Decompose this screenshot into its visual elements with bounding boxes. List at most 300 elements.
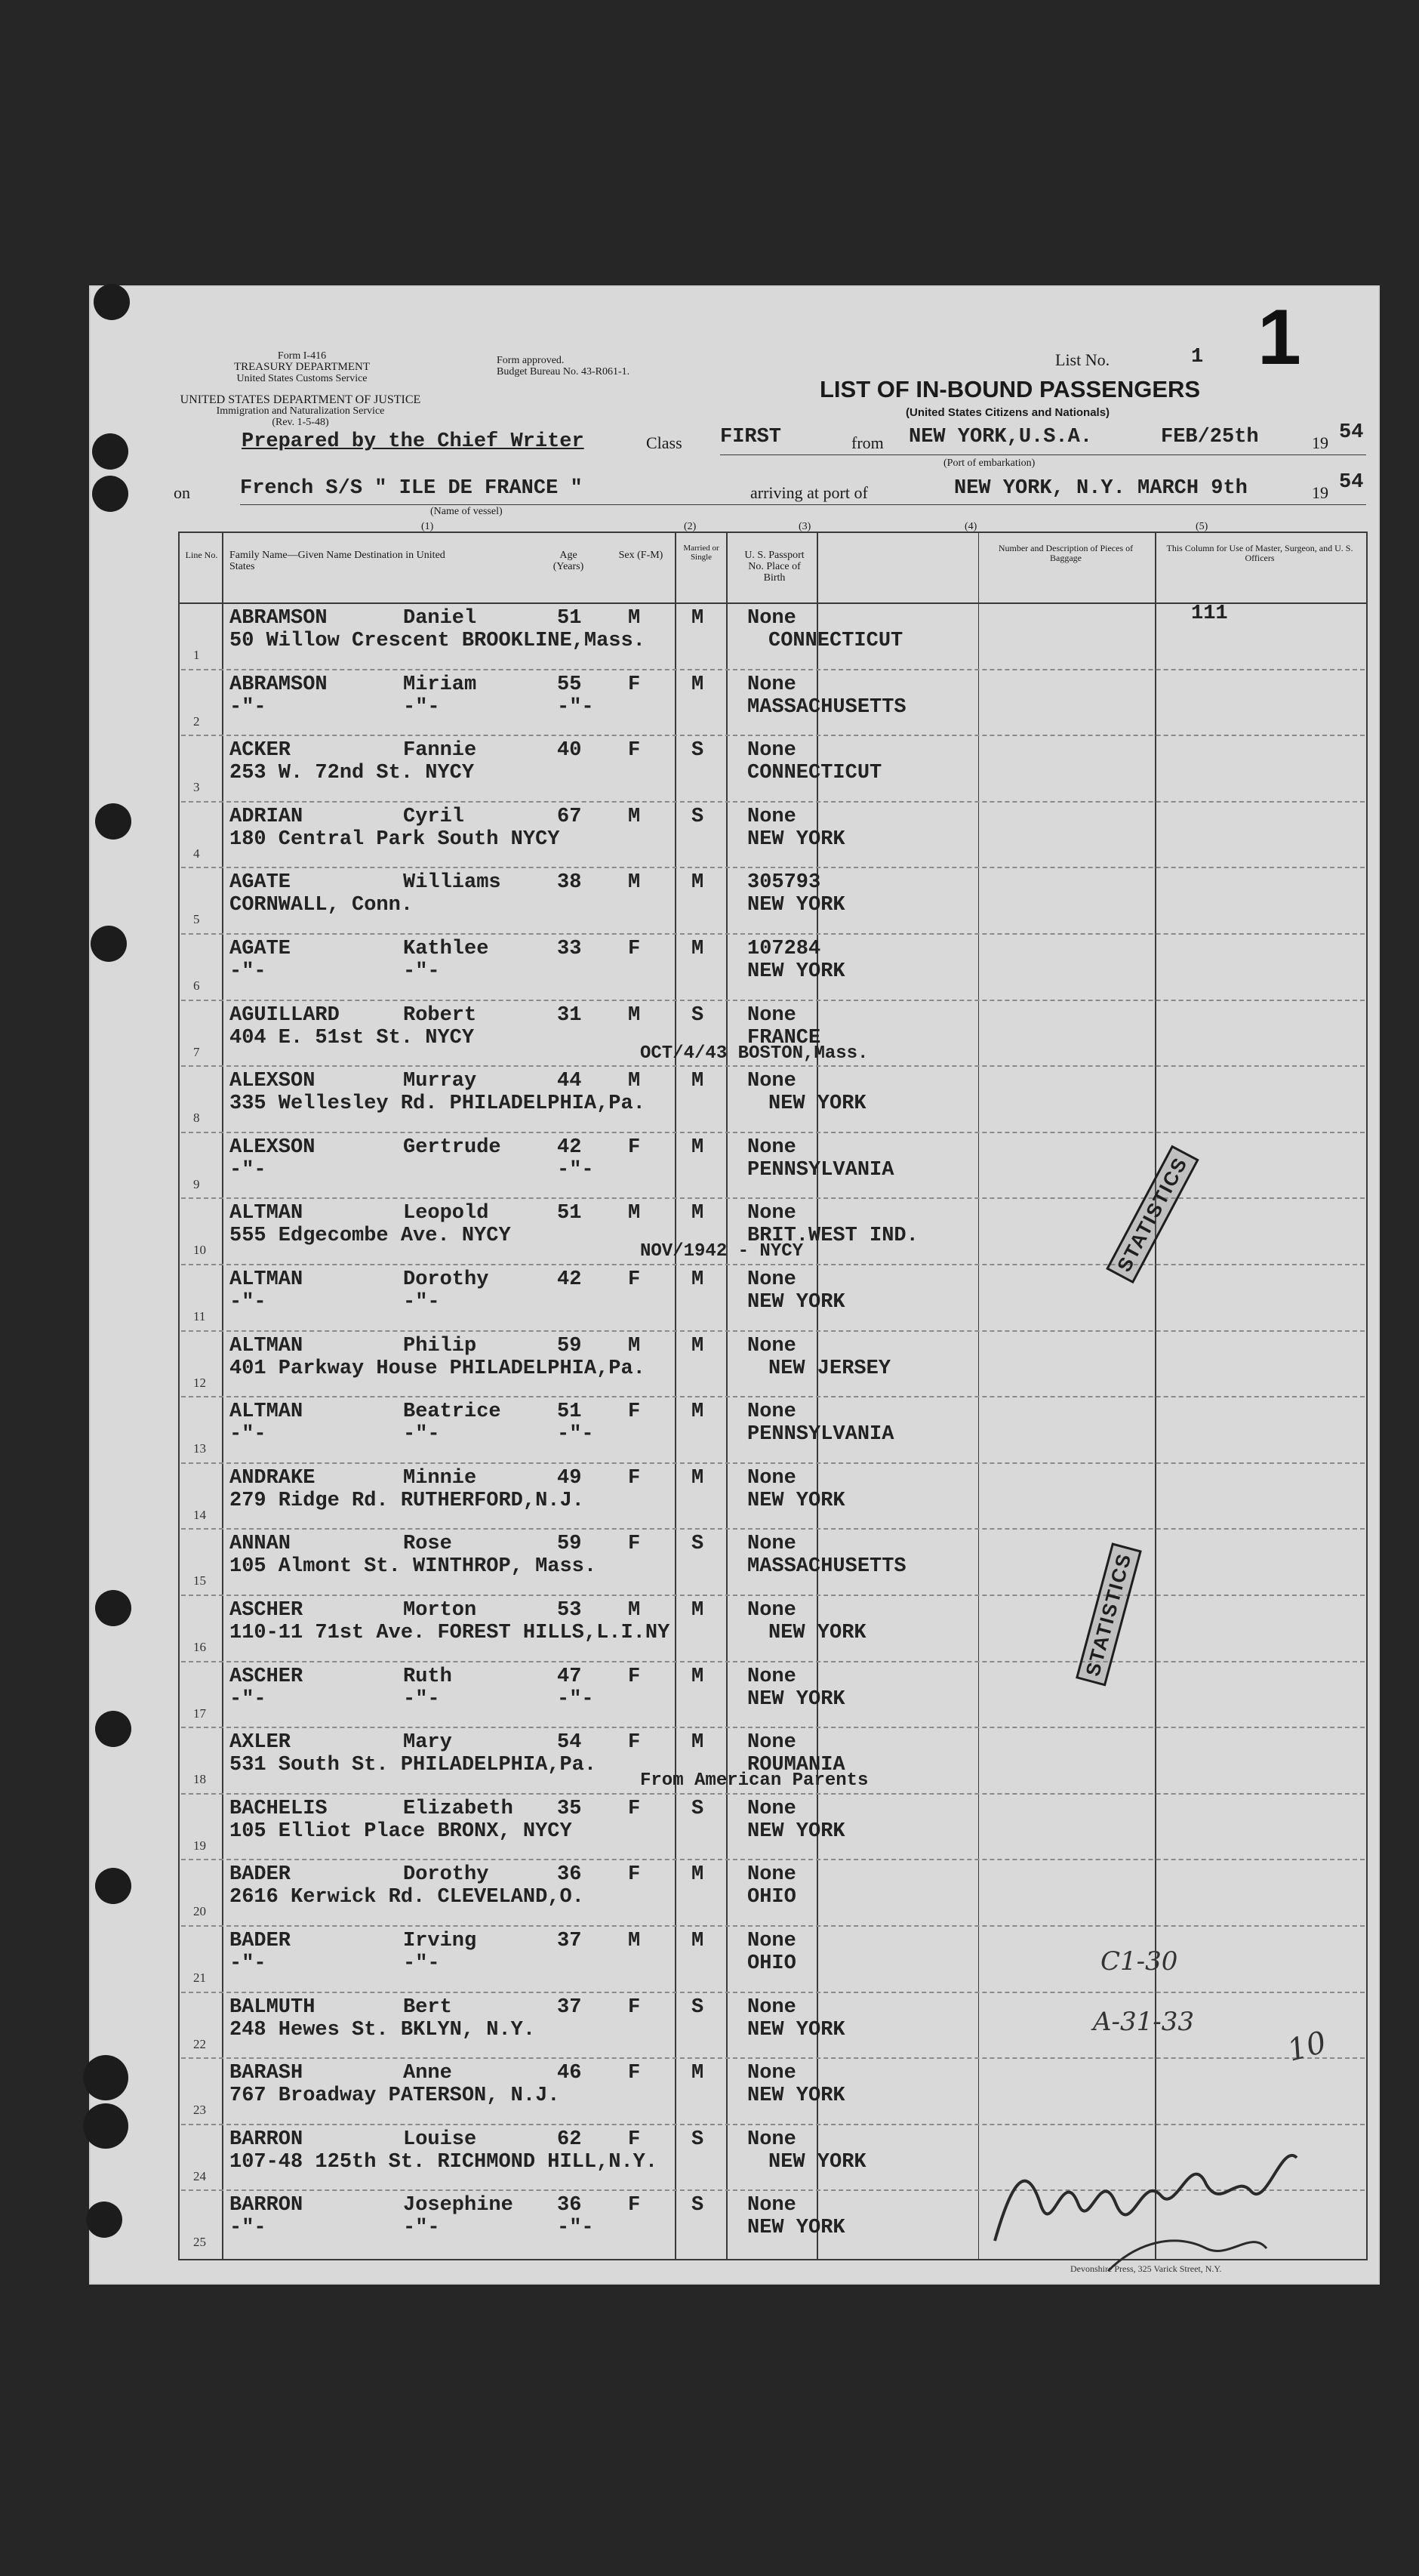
sex: F: [628, 1863, 641, 1887]
table-row: [180, 1330, 1366, 1397]
place-of-birth: CONNECTICUT: [747, 762, 882, 785]
passport-no: None: [747, 1003, 796, 1027]
given-name: Williams: [403, 871, 501, 895]
given-name: Cyril: [403, 805, 465, 828]
statistics-stamp: STATISTICS: [1076, 1542, 1142, 1686]
sex: F: [628, 2194, 641, 2217]
place-of-birth: FRANCE: [747, 1026, 821, 1049]
sex: M: [628, 871, 641, 895]
age: 31: [557, 1003, 582, 1027]
row-divider: [181, 1595, 1365, 1596]
manifest-sheet: [89, 285, 1380, 2285]
sheet-number: 1: [1257, 294, 1301, 381]
row-divider: [181, 1661, 1365, 1662]
age: 51: [557, 1400, 582, 1424]
port-of-embarkation: NEW YORK,U.S.A.: [909, 426, 1093, 448]
given-name: Gertrude: [403, 1135, 501, 1159]
table-row: [180, 1595, 1366, 1661]
destination: 105 Almont St. WINTHROP, Mass.: [229, 1555, 597, 1579]
destination: 404 E. 51st St. NYCY: [229, 1026, 475, 1049]
row-divider: [181, 1132, 1365, 1133]
ins-name: Immigration and Naturalization Service: [216, 405, 385, 417]
given-name-ditto: -"-: [403, 2217, 440, 2240]
row-divider: [181, 1727, 1365, 1728]
given-name: Josephine: [403, 2194, 513, 2217]
destination: -"-: [229, 695, 266, 719]
destination: CORNWALL, Conn.: [229, 894, 414, 917]
row-divider: [181, 867, 1365, 868]
marital-status: M: [691, 1665, 704, 1688]
destination: 50 Willow Crescent BROOKLINE,Mass.: [229, 630, 645, 652]
sex: F: [628, 2128, 641, 2151]
table-row: [180, 1396, 1366, 1462]
marital-status: S: [691, 805, 704, 828]
statistics-stamp: STATISTICS: [1106, 1145, 1199, 1283]
marital-status: M: [691, 1135, 704, 1159]
destination: 2616 Kerwick Rd. CLEVELAND,O.: [229, 1886, 584, 1909]
age: 36: [557, 1863, 582, 1887]
table-row: [180, 1462, 1366, 1529]
family-name: ANDRAKE: [229, 1466, 316, 1490]
line-number: 3: [193, 780, 200, 795]
given-name-ditto: -"-: [403, 1291, 440, 1314]
age: 54: [557, 1731, 582, 1755]
passport-no: None: [747, 1135, 796, 1159]
row-divider: [181, 1528, 1365, 1530]
row-divider: [181, 1462, 1365, 1464]
age: 40: [557, 739, 582, 763]
line-number: 17: [193, 1706, 206, 1721]
family-name: ADRIAN: [229, 805, 303, 828]
given-name: Elizabeth: [403, 1797, 513, 1820]
given-name: Minnie: [403, 1466, 477, 1490]
given-name-ditto: -"-: [403, 1423, 440, 1447]
given-name: Morton: [403, 1599, 477, 1622]
table-row: [180, 1793, 1366, 1860]
given-name: Daniel: [403, 607, 477, 630]
line-number: 13: [193, 1441, 206, 1456]
naturalization-note: OCT/4/43 BOSTON,Mass.: [640, 1043, 869, 1064]
line-number: 25: [193, 2235, 206, 2250]
row-divider: [181, 669, 1365, 670]
family-name: BACHELIS: [229, 1797, 328, 1820]
given-name: Bert: [403, 1995, 452, 2019]
approved-text: Form approved.: [497, 355, 565, 366]
age: 37: [557, 1995, 582, 2019]
row-divider: [181, 1197, 1365, 1199]
hdr-married: Married or Single: [683, 544, 719, 562]
punch-hole: [92, 433, 128, 470]
passport-no: None: [747, 1466, 796, 1490]
sex: M: [628, 1599, 641, 1622]
table-row: [180, 867, 1366, 933]
marital-status: S: [691, 739, 704, 763]
doj-name: UNITED STATES DEPARTMENT OF JUSTICE: [180, 393, 421, 406]
manifest-table: [178, 532, 1368, 2260]
line-number: 5: [193, 912, 200, 927]
line-number: 7: [193, 1044, 200, 1059]
place-of-birth: NEW YORK: [747, 1820, 845, 1843]
passport-no: None: [747, 1070, 796, 1093]
sex: M: [628, 1930, 641, 1952]
table-row: [180, 933, 1366, 1000]
age: 46: [557, 2062, 582, 2085]
age: 42: [557, 1135, 582, 1159]
sex: F: [628, 673, 641, 696]
place-of-birth: CONNECTICUT: [768, 630, 903, 652]
given-name: Louise: [403, 2128, 477, 2151]
line-number: 14: [193, 1507, 206, 1522]
marital-status: M: [691, 1334, 704, 1357]
treasury-dept: TREASURY DEPARTMENT: [233, 361, 371, 373]
row-divider: [181, 1992, 1365, 1993]
destination: 401 Parkway House PHILADELPHIA,Pa.: [229, 1357, 645, 1380]
document-title: LIST OF IN-BOUND PASSENGERS: [820, 376, 1201, 402]
given-name-ditto: -"-: [403, 1952, 440, 1975]
family-name: BADER: [229, 1930, 291, 1952]
table-row: [180, 1727, 1366, 1793]
rule: [240, 504, 1366, 505]
passport-no: None: [747, 1797, 796, 1820]
age-ditto: -"-: [557, 2217, 594, 2240]
given-name: Mary: [403, 1731, 452, 1755]
sex: M: [628, 607, 641, 630]
marital-status: S: [691, 1797, 704, 1820]
row-divider: [181, 1264, 1365, 1265]
age: 36: [557, 2194, 582, 2217]
family-name: ALTMAN: [229, 1334, 303, 1357]
family-name: AGATE: [229, 938, 291, 960]
family-name: ACKER: [229, 739, 291, 763]
sex: F: [628, 1995, 641, 2019]
passport-no: None: [747, 1930, 796, 1952]
passport-no: None: [747, 1334, 796, 1357]
passport-no: None: [747, 1863, 796, 1887]
table-row: [180, 1264, 1366, 1330]
marital-status: M: [691, 1863, 704, 1887]
age: 51: [557, 1202, 582, 1225]
age: 51: [557, 607, 582, 630]
family-name: BARASH: [229, 2062, 303, 2085]
age: 59: [557, 1533, 582, 1556]
destination: -"-: [229, 1952, 266, 1975]
table-row: [180, 735, 1366, 801]
given-name-ditto: -"-: [403, 1687, 440, 1711]
marital-status: M: [691, 673, 704, 696]
line-number: 19: [193, 1838, 206, 1853]
punch-hole: [91, 926, 127, 962]
family-name: AGATE: [229, 871, 291, 895]
punch-hole: [95, 1868, 131, 1904]
destination: -"-: [229, 1423, 266, 1447]
marital-status: M: [691, 2062, 704, 2085]
given-name: Fannie: [403, 739, 477, 763]
line-number: 15: [193, 1573, 206, 1588]
year-suffix: 54: [1339, 421, 1364, 444]
destination: 555 Edgecombe Ave. NYCY: [229, 1225, 511, 1248]
line-number: 12: [193, 1375, 206, 1390]
given-name: Rose: [403, 1533, 452, 1556]
hdr-passport: U. S. Passport No. Place of Birth: [744, 550, 805, 584]
line-number: 23: [193, 2103, 206, 2118]
rule: [720, 454, 1366, 455]
sex: F: [628, 1665, 641, 1688]
doj-header: [180, 394, 421, 428]
age: 33: [557, 938, 582, 960]
hdr-age: Age (Years): [553, 550, 584, 572]
list-no-label: List No.: [1055, 350, 1110, 369]
age: 47: [557, 1665, 582, 1688]
col-num-4: (4): [965, 521, 977, 532]
destination: -"-: [229, 2217, 266, 2240]
given-name: Philip: [403, 1334, 477, 1357]
sex: F: [628, 2062, 641, 2085]
given-name: Robert: [403, 1003, 477, 1027]
row-divider: [181, 1859, 1365, 1860]
passport-no: None: [747, 1202, 796, 1225]
year-suffix-2: 54: [1339, 471, 1364, 494]
sex: F: [628, 1533, 641, 1556]
sex: F: [628, 1466, 641, 1490]
age-ditto: -"-: [557, 695, 594, 719]
place-of-birth: NEW YORK: [747, 1489, 845, 1512]
table-row: [180, 1197, 1366, 1264]
row-divider: [181, 1330, 1365, 1332]
class-value: FIRST: [720, 426, 782, 448]
family-name: ALTMAN: [229, 1400, 303, 1424]
family-name: ABRAMSON: [229, 673, 328, 696]
hdr-line-no: Line No.: [185, 550, 218, 560]
embarkation-date: FEB/25th: [1161, 426, 1259, 448]
table-row: [180, 1859, 1366, 1925]
punch-hole: [95, 1590, 131, 1626]
col-num-1: (1): [421, 521, 434, 532]
sex: F: [628, 1797, 641, 1820]
table-row: [180, 1528, 1366, 1595]
hdr-baggage: Number and Description of Pieces of Baggage: [998, 543, 1134, 563]
on-label: on: [174, 483, 190, 502]
row-divider: [181, 1000, 1365, 1001]
arriving-label: arriving at port of: [750, 483, 868, 502]
line-number: 8: [193, 1111, 200, 1126]
age: 49: [557, 1466, 582, 1490]
sex: M: [628, 805, 641, 828]
passport-no: None: [747, 673, 796, 696]
age: 62: [557, 2128, 582, 2151]
place-of-birth: OHIO: [747, 1952, 796, 1975]
place-of-birth: NEW YORK: [747, 2085, 845, 2108]
age: 67: [557, 805, 582, 828]
place-of-birth: BRIT.WEST IND.: [747, 1225, 919, 1248]
destination: -"-: [229, 1687, 266, 1711]
age: 55: [557, 673, 582, 696]
prepared-by: Prepared by the Chief Writer: [242, 430, 584, 453]
place-of-birth: NEW YORK: [747, 2018, 845, 2041]
marital-status: M: [691, 871, 704, 895]
line-number: 24: [193, 2168, 206, 2183]
customs-service: United States Customs Service: [236, 373, 368, 384]
family-name: ASCHER: [229, 1665, 303, 1688]
hdr-master: This Column for Use of Master, Surgeon, and U. S. Officers: [1166, 543, 1353, 563]
marital-status: M: [691, 1070, 704, 1093]
line-number: 18: [193, 1772, 206, 1787]
hdr-sex: Sex (F-M): [618, 550, 663, 561]
line-number: 11: [193, 1309, 206, 1323]
sex: M: [628, 1334, 641, 1357]
family-name: AGUILLARD: [229, 1003, 340, 1027]
table-row: [180, 1661, 1366, 1727]
passport-no: None: [747, 1268, 796, 1291]
arrival-port: NEW YORK, N.Y. MARCH 9th: [954, 477, 1248, 500]
punch-hole: [95, 1711, 131, 1747]
year-prefix-2: 19: [1312, 483, 1328, 502]
destination: 767 Broadway PATERSON, N.J.: [229, 2085, 560, 2108]
table-row: [180, 1065, 1366, 1132]
officer-signature: [980, 2052, 1342, 2279]
naturalization-note: From American Parents: [640, 1770, 869, 1792]
destination: -"-: [229, 1158, 266, 1182]
sex: F: [628, 739, 641, 763]
given-name: Leopold: [403, 1202, 489, 1225]
punch-hole: [94, 284, 130, 320]
list-no-value: 1: [1191, 346, 1204, 368]
destination: 335 Wellesley Rd. PHILADELPHIA,Pa.: [229, 1092, 645, 1116]
given-name: Dorothy: [403, 1863, 489, 1887]
destination: 248 Hewes St. BKLYN, N.Y.: [229, 2018, 536, 2041]
passport-no: None: [747, 2062, 796, 2085]
marital-status: M: [691, 1930, 704, 1952]
age: 38: [557, 871, 582, 895]
passport-no: None: [747, 607, 796, 630]
col-num-3: (3): [799, 521, 811, 532]
passport-no: 305793: [747, 871, 821, 895]
age: 35: [557, 1797, 582, 1820]
passport-no: None: [747, 2128, 796, 2151]
sex: M: [628, 1070, 641, 1093]
sex: F: [628, 1268, 641, 1291]
marital-status: S: [691, 1003, 704, 1027]
family-name: BALMUTH: [229, 1995, 316, 2019]
line-number: 21: [193, 1971, 206, 1985]
form-revision: (Rev. 1-5-48): [272, 417, 329, 428]
vessel-caption: (Name of vessel): [430, 506, 503, 517]
col-num-2: (2): [684, 521, 697, 532]
marital-status: S: [691, 2194, 704, 2217]
line-number: 4: [193, 846, 200, 861]
passport-no: 107284: [747, 938, 821, 960]
family-name: AXLER: [229, 1731, 291, 1755]
given-name: Irving: [403, 1930, 477, 1952]
sex: M: [628, 1003, 641, 1027]
age: 42: [557, 1268, 582, 1291]
given-name: Miriam: [403, 673, 477, 696]
given-name: Murray: [403, 1070, 477, 1093]
punch-hole: [86, 2202, 122, 2238]
punch-hole: [95, 803, 131, 840]
pencil-note: 10: [1283, 2025, 1330, 2069]
destination: 105 Elliot Place BRONX, NYCY: [229, 1820, 572, 1843]
marital-status: M: [691, 1599, 704, 1622]
row-divider: [181, 933, 1365, 935]
col-num-5: (5): [1196, 521, 1208, 532]
place-of-birth: PENNSYLVANIA: [747, 1423, 894, 1447]
marital-status: M: [691, 1731, 704, 1755]
row-divider: [181, 1925, 1365, 1927]
age: 59: [557, 1334, 582, 1357]
place-of-birth: NEW YORK: [747, 894, 845, 917]
passport-no: None: [747, 1599, 796, 1622]
form-number: Form I-416: [277, 350, 327, 362]
pencil-note: A-31-33: [1093, 2007, 1195, 2037]
age-ditto: -"-: [557, 1158, 594, 1182]
port-embark-caption: (Port of embarkation): [943, 458, 1036, 469]
row-divider: [181, 1396, 1365, 1397]
budget-text: Budget Bureau No. 43-R061-1.: [497, 366, 630, 377]
destination: -"-: [229, 960, 266, 983]
officer-count: 111: [1191, 602, 1228, 625]
sex: M: [628, 1202, 641, 1225]
table-row: [180, 602, 1366, 669]
table-row: [180, 1925, 1366, 1992]
passport-no: None: [747, 739, 796, 763]
family-name: ALEXSON: [229, 1070, 316, 1093]
age: 53: [557, 1599, 582, 1622]
place-of-birth: NEW JERSEY: [768, 1357, 891, 1380]
family-name: ABRAMSON: [229, 607, 328, 630]
destination: 531 South St. PHILADELPHIA,Pa.: [229, 1754, 597, 1777]
family-name: BARRON: [229, 2194, 303, 2217]
given-name-ditto: -"-: [403, 960, 440, 983]
form-approval: [497, 355, 629, 377]
destination: 253 W. 72nd St. NYCY: [229, 762, 475, 785]
marital-status: M: [691, 607, 704, 630]
place-of-birth: OHIO: [747, 1886, 796, 1909]
passport-no: None: [747, 1731, 796, 1755]
family-name: ANNAN: [229, 1533, 291, 1556]
punch-hole: [83, 2103, 128, 2149]
sex: F: [628, 1731, 641, 1755]
form-header-left: [226, 350, 377, 384]
line-number: 16: [193, 1640, 206, 1654]
place-of-birth: NEW YORK: [747, 1291, 845, 1314]
age: 44: [557, 1070, 582, 1093]
marital-status: M: [691, 1400, 704, 1424]
passport-no: None: [747, 805, 796, 828]
given-name-ditto: -"-: [403, 695, 440, 719]
passport-no: None: [747, 1400, 796, 1424]
place-of-birth: NEW YORK: [747, 827, 845, 851]
from-label: from: [851, 433, 884, 452]
pencil-note: C1-30: [1100, 1946, 1178, 1977]
line-number: 6: [193, 978, 200, 993]
line-number: 9: [193, 1176, 200, 1191]
sex: F: [628, 1135, 641, 1159]
family-name: ALTMAN: [229, 1202, 303, 1225]
row-divider: [181, 1793, 1365, 1795]
place-of-birth: NEW YORK: [747, 960, 845, 983]
row-divider: [181, 735, 1365, 736]
hdr-name: Family Name—Given Name Destination in United States: [229, 550, 445, 572]
given-name: Ruth: [403, 1665, 452, 1688]
line-number: 20: [193, 1904, 206, 1919]
given-name: Dorothy: [403, 1268, 489, 1291]
printer-credit: Devonshire Press, 325 Varick Street, N.Y.: [1070, 2263, 1222, 2274]
destination: 279 Ridge Rd. RUTHERFORD,N.J.: [229, 1489, 584, 1512]
family-name: BADER: [229, 1863, 291, 1887]
family-name: ALTMAN: [229, 1268, 303, 1291]
marital-status: S: [691, 1533, 704, 1556]
age-ditto: -"-: [557, 1423, 594, 1447]
